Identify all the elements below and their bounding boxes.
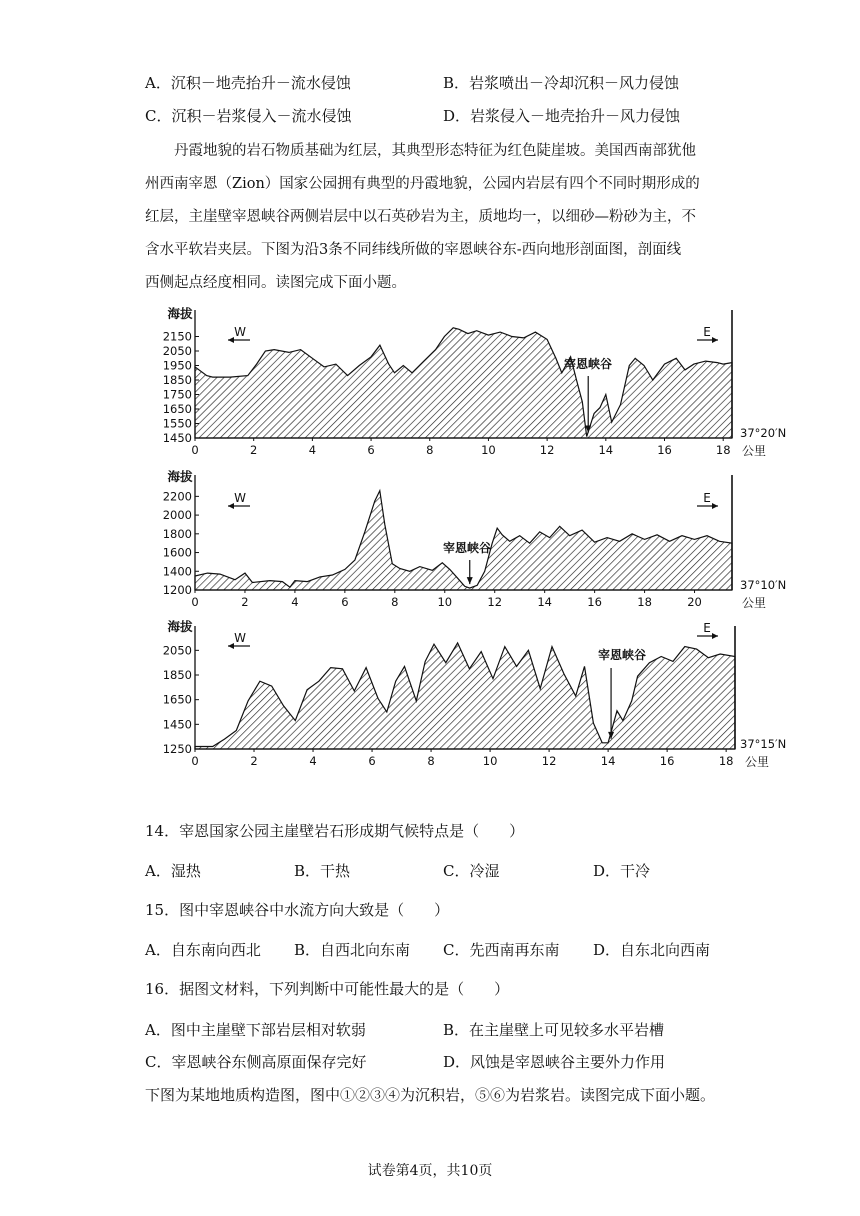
y-tick-label: 1650 [162, 692, 192, 707]
next-section-intro: 下图为某地地质构造图，图中①②③④为沉积岩，⑤⑥为岩浆岩。读图完成下面小题。 [145, 1086, 716, 1104]
y-tick-label: 1250 [162, 742, 192, 756]
y-tick-label: 2200 [162, 489, 192, 504]
latitude-label: 37°20′N [740, 426, 787, 440]
terrain-area [195, 328, 732, 438]
q14-option-d: D．干冷 [593, 862, 651, 880]
canyon-label: 宰恩峡谷 [563, 357, 613, 371]
y-tick-label: 1450 [162, 431, 192, 445]
passage-line: 州西南宰恩（Zion）国家公园拥有典型的丹霞地貌，公园内岩层有四个不同时期形成的 [145, 176, 700, 192]
q16-option-d: D．风蚀是宰恩峡谷主要外力作用 [443, 1053, 666, 1071]
x-tick-label: 18 [715, 443, 731, 457]
y-tick-label: 1850 [162, 373, 192, 387]
canyon-label: 宰恩峡谷 [442, 541, 492, 555]
passage-line: 红层，主崖壁宰恩峡谷两侧岩层中以石英砂岩为主，质地均一，以细砂—粉砂为主，不 [145, 209, 696, 225]
x-tick-label: 2 [250, 443, 258, 457]
y-tick-label: 1850 [162, 668, 192, 682]
y-axis-title: 海拔 [167, 306, 193, 321]
q14-option-b: B．干热 [294, 862, 351, 880]
q15-option-a: A．自东南向西北 [145, 941, 261, 959]
y-tick-label: 1600 [162, 545, 192, 560]
canyon-label: 宰恩峡谷 [597, 648, 647, 662]
x-tick-label: 18 [718, 754, 734, 768]
passage-line: 含水平软岩夹层。下图为沿3条不同纬线所做的宰恩峡谷东-西向地形剖面图，剖面线 [145, 242, 682, 258]
y-tick-label: 1550 [162, 416, 192, 431]
y-tick-label: 1200 [162, 583, 192, 597]
x-tick-label: 2 [250, 754, 258, 768]
x-tick-label: 4 [309, 754, 317, 768]
x-tick-label: 8 [391, 595, 399, 609]
q16-option-b: B．在主崖壁上可见较多水平岩槽 [443, 1021, 665, 1039]
east-label: E [703, 621, 711, 635]
x-tick-label: 6 [368, 754, 376, 768]
east-label: E [703, 325, 711, 339]
q13-option-b: B．岩浆喷出－冷却沉积－风力侵蚀 [443, 74, 680, 92]
x-tick-label: 18 [637, 595, 652, 609]
y-tick-label: 2050 [162, 344, 192, 358]
q15-option-c: C．先西南再东南 [443, 941, 560, 959]
y-axis-title: 海拔 [167, 469, 193, 484]
x-axis-unit: 公里 [742, 596, 767, 610]
latitude-label: 37°15′N [740, 737, 787, 751]
passage-line: 西侧起点经度相同。读图完成下面小题。 [145, 275, 406, 291]
x-tick-label: 6 [367, 443, 375, 457]
x-tick-label: 14 [598, 443, 614, 457]
question-14-stem: 14．宰恩国家公园主崖壁岩石形成期气候特点是（ ） [145, 822, 525, 840]
east-arrowhead [712, 337, 718, 343]
x-tick-label: 10 [482, 754, 498, 768]
west-label: W [234, 491, 246, 505]
east-arrowhead [712, 633, 718, 639]
q15-option-b: B．自西北向东南 [294, 941, 411, 959]
x-tick-label: 16 [657, 443, 672, 457]
west-label: W [234, 325, 246, 339]
q13-option-d: D．岩浆侵入－地壳抬升－风力侵蚀 [443, 107, 681, 125]
y-tick-label: 2000 [162, 508, 192, 523]
x-tick-label: 4 [308, 443, 317, 457]
x-axis-unit: 公里 [742, 444, 767, 458]
x-tick-label: 12 [541, 754, 557, 768]
profile-panel [195, 475, 732, 593]
east-arrowhead [712, 503, 718, 509]
terrain-area [195, 643, 735, 749]
y-tick-label: 1400 [162, 564, 192, 579]
question-15-stem: 15．图中宰恩峡谷中水流方向大致是（ ） [145, 901, 450, 919]
x-tick-label: 12 [487, 595, 503, 609]
q15-option-d: D．自东北向西南 [593, 941, 711, 959]
y-axis-title: 海拔 [167, 619, 193, 634]
x-tick-label: 14 [537, 595, 552, 609]
y-tick-label: 2150 [162, 329, 192, 344]
passage-line: 丹霞地貌的岩石物质基础为红层，其典型形态特征为红色陡崖坡。美国西南部犹他 [145, 143, 696, 159]
east-label: E [703, 491, 711, 505]
x-tick-label: 8 [427, 754, 435, 768]
x-tick-label: 10 [437, 595, 453, 609]
x-tick-label: 10 [481, 443, 496, 457]
x-tick-label: 0 [191, 595, 199, 609]
x-tick-label: 16 [587, 595, 602, 609]
canyon-arrowhead [467, 577, 473, 584]
y-tick-label: 1800 [162, 526, 192, 541]
q14-option-a: A．湿热 [145, 862, 201, 880]
page-footer: 试卷第4页，共10页 [367, 1163, 493, 1179]
q13-option-c: C．沉积－岩浆侵入－流水侵蚀 [145, 107, 352, 125]
q14-option-c: C．冷湿 [443, 862, 500, 880]
x-tick-label: 4 [291, 595, 299, 609]
y-tick-label: 1450 [162, 717, 192, 732]
latitude-label: 37°10′N [740, 578, 787, 592]
profile-panel [195, 626, 735, 752]
x-tick-label: 0 [191, 443, 199, 457]
y-tick-label: 2050 [162, 643, 192, 658]
x-tick-label: 20 [687, 595, 702, 609]
q13-option-a: A．沉积－地壳抬升－流水侵蚀 [145, 74, 351, 92]
x-tick-label: 8 [426, 443, 434, 457]
x-tick-label: 12 [539, 443, 555, 457]
y-tick-label: 1750 [162, 387, 192, 402]
x-tick-label: 16 [659, 754, 675, 768]
x-tick-label: 6 [341, 595, 349, 609]
profile-panel [195, 310, 732, 441]
question-16-stem: 16．据图文材料，下列判断中可能性最大的是（ ） [145, 980, 510, 998]
x-tick-label: 0 [191, 754, 199, 768]
y-tick-label: 1650 [162, 402, 192, 416]
west-label: W [234, 631, 246, 645]
q16-option-c: C．宰恩峡谷东侧高原面保存完好 [145, 1053, 367, 1071]
x-tick-label: 2 [241, 595, 249, 609]
y-tick-label: 1950 [162, 358, 192, 373]
x-axis-unit: 公里 [745, 755, 770, 769]
q16-option-a: A．图中主崖壁下部岩层相对软弱 [145, 1021, 366, 1039]
x-tick-label: 14 [600, 754, 616, 768]
